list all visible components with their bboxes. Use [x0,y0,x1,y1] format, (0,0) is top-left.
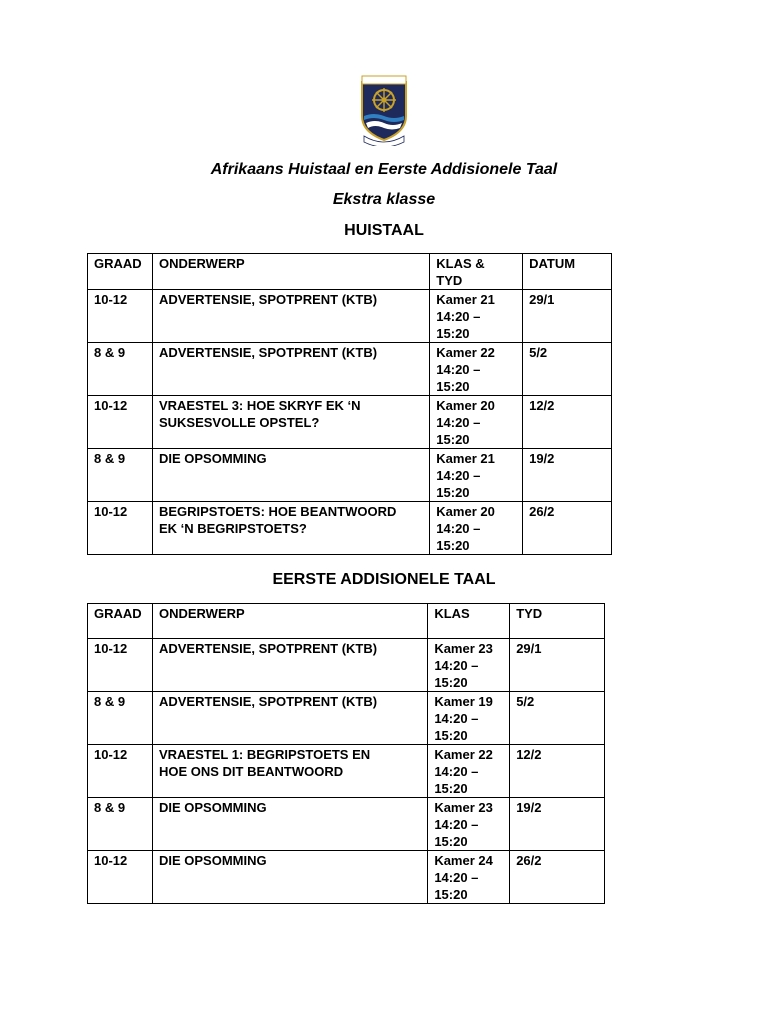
cell-line: HOE ONS DIT BEANTWOORD [158,764,344,779]
cell-graad: 8 & 9 [88,692,153,745]
cell-onderwerp [152,798,427,851]
huistaal-table [87,253,612,555]
section-heading-huistaal: HUISTAAL [344,222,424,239]
cell-line: Kamer 20 [436,398,495,413]
cell-line: DIE OPSOMMING [158,800,267,815]
cell-line: 14:20 – [434,870,479,885]
cell-line: DIE OPSOMMING [158,853,267,868]
cell-line: VRAESTEL 3: HOE SKRYF EK ‘N [158,398,361,413]
table-row [88,396,612,449]
table-row [88,449,612,502]
cell-klas-tyd [428,692,510,745]
cell-datum: 12/2 [523,396,612,449]
cell-line: SUKSESVOLLE OPSTEL? [158,415,320,430]
cell-line: ADVERTENSIE, SPOTPRENT (KTB) [158,292,378,307]
cell-line: Kamer 20 [436,504,495,519]
table-row [88,798,605,851]
school-crest-logo [358,72,410,146]
cell-line: 14:20 – [434,658,479,673]
cell-datum: 26/2 [510,851,605,904]
table-row [88,502,612,555]
cell-onderwerp [152,502,429,555]
cell-line: 14:20 – [436,415,481,430]
cell-line: 15:20 [436,326,470,341]
cell-datum: 5/2 [510,692,605,745]
header-datum: DATUM [523,254,612,290]
table-header-row [88,254,612,290]
cell-klas-tyd [430,290,523,343]
header-graad: GRAAD [88,604,153,639]
table-row [88,639,605,692]
cell-line: 14:20 – [436,468,481,483]
cell-line: DIE OPSOMMING [158,451,267,466]
cell-datum: 26/2 [523,502,612,555]
cell-line: 15:20 [434,675,468,690]
cell-onderwerp [152,343,429,396]
cell-line: 15:20 [434,781,468,796]
document-title: Afrikaans Huistaal en Eerste Addisionele Taal [210,161,558,178]
cell-onderwerp [152,851,427,904]
cell-graad: 10-12 [88,851,153,904]
cell-klas-tyd [430,502,523,555]
cell-graad: 10-12 [88,396,153,449]
table-header-row [88,604,605,639]
cell-onderwerp [152,449,429,502]
cell-line: BEGRIPSTOETS: HOE BEANTWOORD [158,504,397,519]
cell-datum: 29/1 [510,639,605,692]
cell-graad: 8 & 9 [88,798,153,851]
cell-line: KLAS [434,606,470,621]
header-onderwerp: ONDERWERP [152,604,427,639]
table-row [88,692,605,745]
header-klas [428,604,510,639]
cell-line: 15:20 [434,728,468,743]
cell-line: 14:20 – [436,362,481,377]
cell-graad: 8 & 9 [88,449,153,502]
cell-line: 15:20 [436,432,470,447]
table-row [88,343,612,396]
cell-graad: 10-12 [88,639,153,692]
cell-line: Kamer 22 [434,747,493,762]
cell-line: ADVERTENSIE, SPOTPRENT (KTB) [158,641,378,656]
cell-onderwerp [152,396,429,449]
cell-onderwerp [152,639,427,692]
cell-graad: 8 & 9 [88,343,153,396]
eerste-addisionele-taal-table [87,603,605,904]
header-datum: TYD [510,604,605,639]
table-row [88,290,612,343]
table-row [88,745,605,798]
cell-line: 15:20 [436,485,470,500]
cell-datum: 5/2 [523,343,612,396]
document-subtitle: Ekstra klasse [332,191,436,208]
cell-line: Kamer 21 [436,292,495,307]
cell-graad: 10-12 [88,502,153,555]
header-onderwerp: ONDERWERP [152,254,429,290]
cell-line: 14:20 – [436,521,481,536]
cell-line: ADVERTENSIE, SPOTPRENT (KTB) [158,694,378,709]
cell-onderwerp [152,745,427,798]
cell-line: Kamer 24 [434,853,493,868]
cell-klas-tyd [430,396,523,449]
cell-datum: 29/1 [523,290,612,343]
cell-line: 15:20 [436,379,470,394]
cell-line: 14:20 – [434,711,479,726]
cell-line: Kamer 19 [434,694,493,709]
cell-line: 14:20 – [434,817,479,832]
cell-klas-tyd [428,639,510,692]
cell-datum: 19/2 [523,449,612,502]
cell-line: ADVERTENSIE, SPOTPRENT (KTB) [158,345,378,360]
header-graad: GRAAD [88,254,153,290]
cell-line: Kamer 23 [434,641,493,656]
cell-line: 14:20 – [436,309,481,324]
cell-line: 15:20 [434,834,468,849]
cell-line: EK ‘N BEGRIPSTOETS? [158,521,307,536]
cell-line: Kamer 21 [436,451,495,466]
header-klas [430,254,523,290]
cell-klas-tyd [428,745,510,798]
cell-line: Kamer 22 [436,345,495,360]
cell-klas-tyd [430,449,523,502]
cell-datum: 12/2 [510,745,605,798]
cell-klas-tyd [428,851,510,904]
cell-graad: 10-12 [88,745,153,798]
cell-line: KLAS & [436,256,485,271]
cell-line: 14:20 – [434,764,479,779]
cell-klas-tyd [428,798,510,851]
cell-line: TYD [436,273,463,288]
cell-line: Kamer 23 [434,800,493,815]
section-heading-eerste-addisionele-taal: EERSTE ADDISIONELE TAAL [272,571,496,588]
cell-klas-tyd [430,343,523,396]
cell-graad: 10-12 [88,290,153,343]
table-row [88,851,605,904]
cell-line: 15:20 [436,538,470,553]
cell-onderwerp [152,692,427,745]
cell-onderwerp [152,290,429,343]
cell-line: 15:20 [434,887,468,902]
cell-line: VRAESTEL 1: BEGRIPSTOETS EN [158,747,371,762]
cell-datum: 19/2 [510,798,605,851]
